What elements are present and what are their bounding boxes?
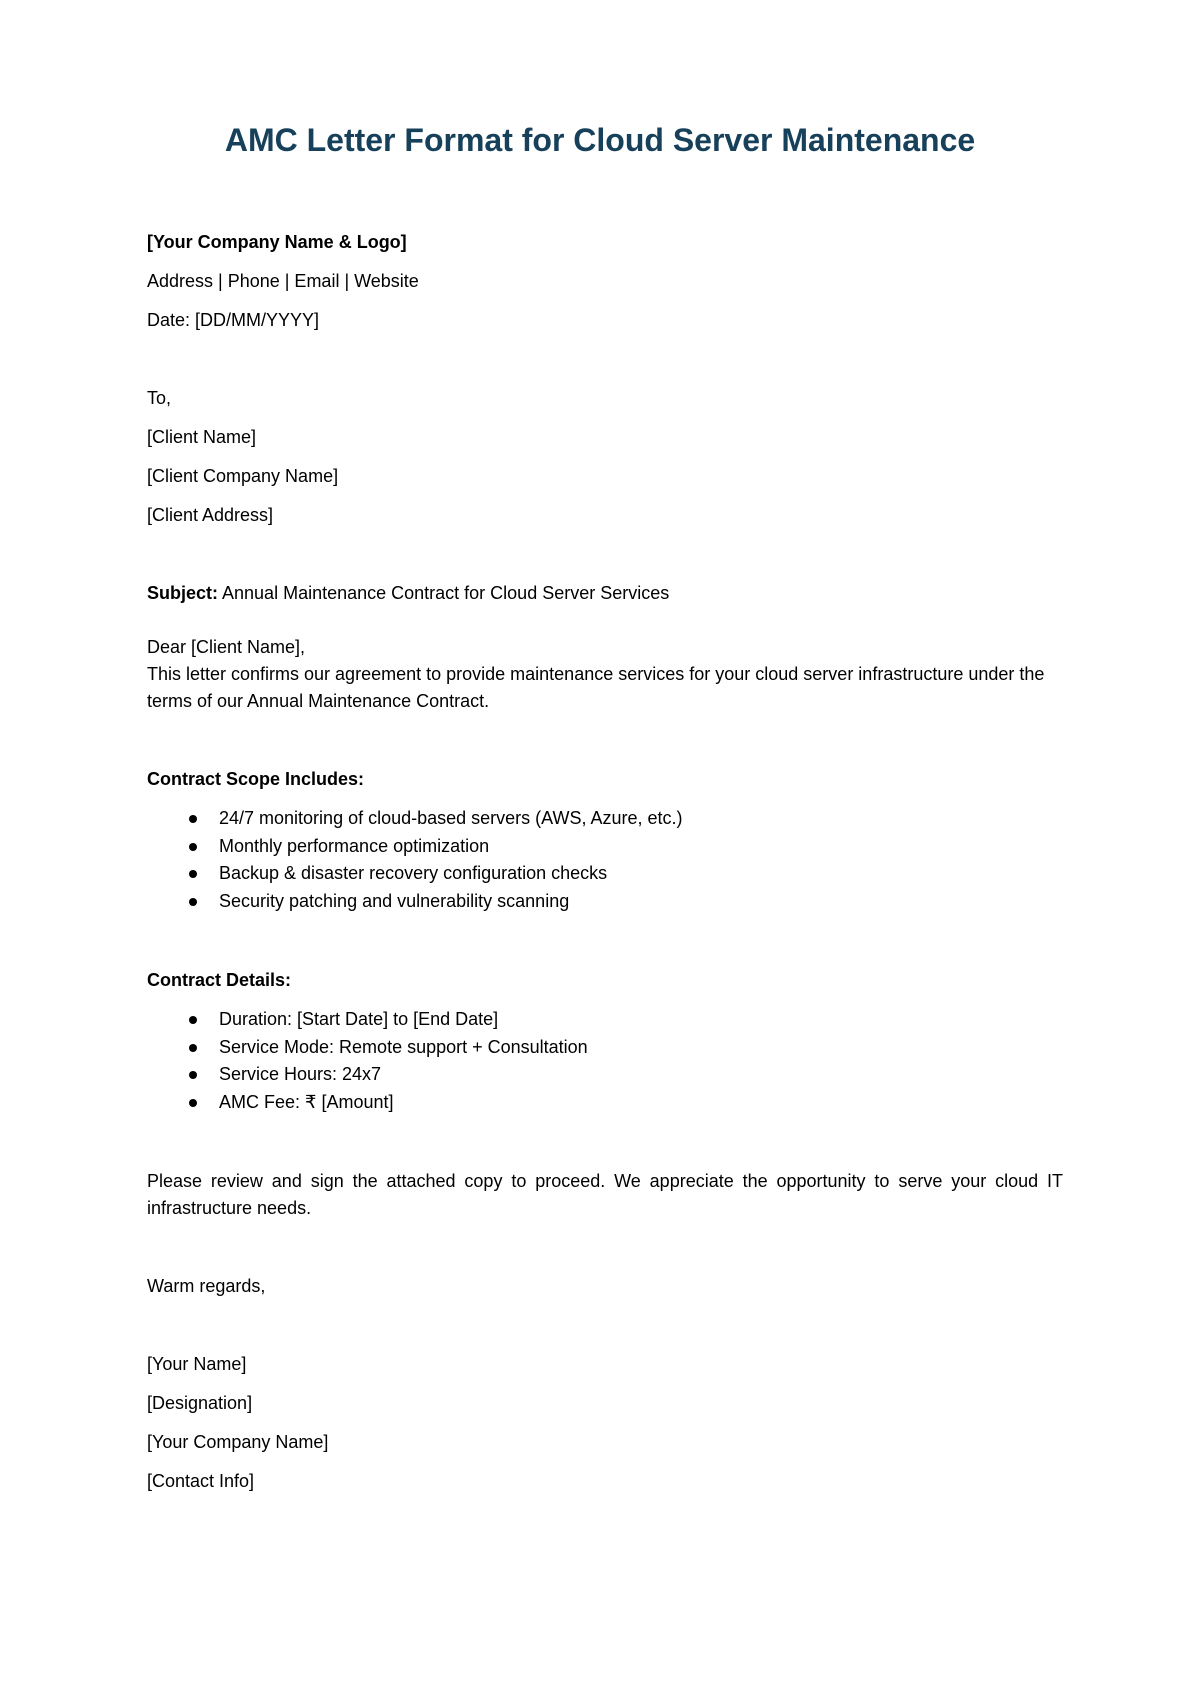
bullet-icon [189,843,197,851]
list-item-text: Service Hours: 24x7 [219,1064,382,1085]
list-item [147,1089,588,1117]
list-item-text: 24/7 monitoring of cloud-based servers (AWS, Azure, etc.) [219,808,683,828]
list-item-text: Backup & disaster recovery configuration checks [219,863,608,884]
scope-list [147,805,683,916]
bullet-icon [189,1099,197,1107]
signoff: Warm regards, [147,1276,266,1296]
list-item-text: AMC Fee: ₹ [Amount] [219,1092,394,1113]
list-item-text: Duration: [Start Date] to [End Date] [219,1009,499,1029]
sender-contact: Address | Phone | Email | Website [147,271,419,291]
signature-company: [Your Company Name] [147,1432,329,1452]
sender-company: [Your Company Name & Logo] [147,232,407,252]
recipient-company: [Client Company Name] [147,466,339,486]
letter-date: Date: [DD/MM/YYYY] [147,310,320,330]
list-item [147,888,683,916]
list-item [147,1061,588,1089]
list-item [147,860,683,888]
intro-paragraph: This letter confirms our agreement to provide maintenance services for your cloud server infrastructure under the terms of our Annual Maintenance Contract. [147,664,1045,711]
list-item-text: Security patching and vulnerability scanning [219,891,570,912]
details-list [147,1006,588,1117]
list-item-text: Monthly performance optimization [219,835,490,856]
signature-designation: [Designation] [147,1393,253,1413]
list-item [147,805,683,833]
bullet-icon [189,1016,197,1024]
recipient-name: [Client Name] [147,427,257,447]
bullet-icon [189,870,197,878]
list-item [147,1034,588,1062]
bullet-icon [189,898,197,906]
recipient-address: [Client Address] [147,505,274,525]
salutation: Dear [Client Name], [147,637,306,657]
closing-paragraph: Please review and sign the attached copy to proceed. We appreciate the opportunity to serve your cloud IT infrastructure needs. [147,1171,1063,1218]
details-heading: Contract Details: [147,970,292,990]
page-title: AMC Letter Format for Cloud Server Maintenance [224,122,976,158]
signature-contact: [Contact Info] [147,1471,255,1491]
bullet-icon [189,1071,197,1079]
list-item [147,1006,588,1034]
scope-heading: Contract Scope Includes: [147,769,365,789]
subject-text: Annual Maintenance Contract for Cloud Server Services [218,583,670,603]
subject-label: Subject: [147,583,219,603]
list-item [147,833,683,861]
signature-name: [Your Name] [147,1354,247,1374]
subject-line [147,580,669,607]
bullet-icon [189,1044,197,1052]
recipient-to: To, [147,388,172,408]
list-item-text: Service Mode: Remote support + Consultation [219,1036,588,1057]
bullet-icon [189,815,197,823]
